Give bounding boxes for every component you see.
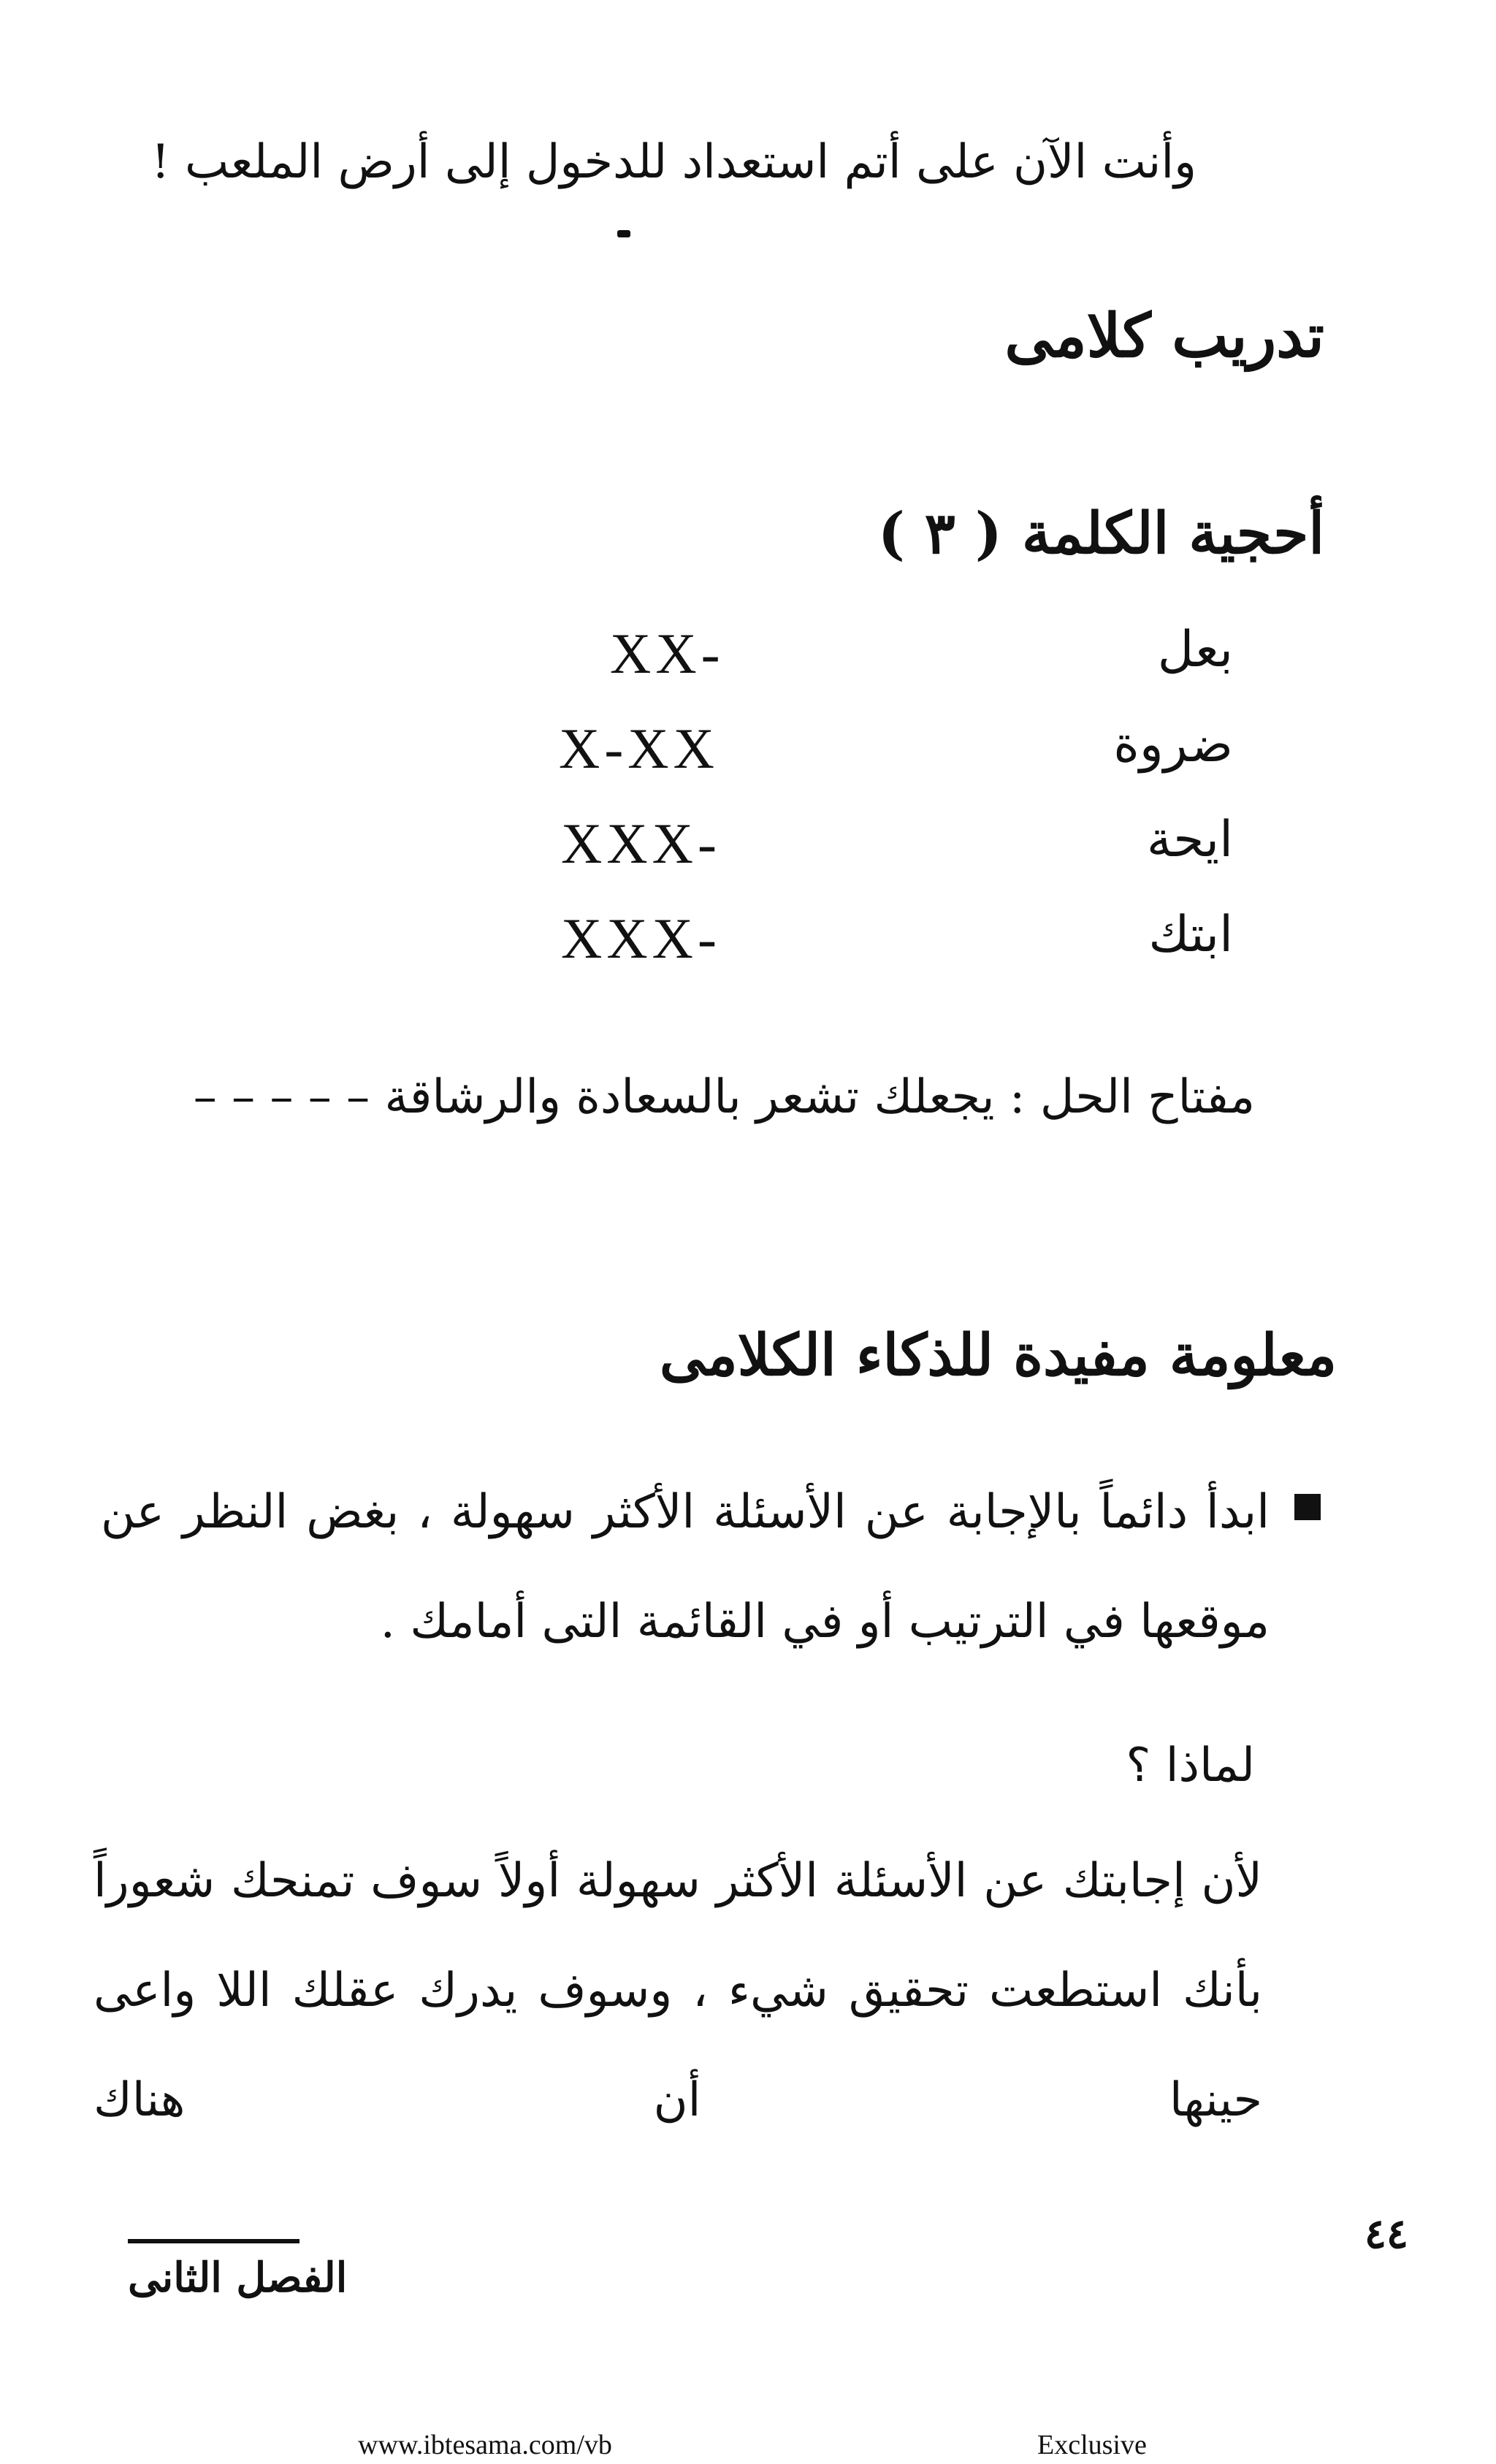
exclusive-watermark: Exclusive	[1037, 2430, 1147, 2460]
why-label: لماذا ؟	[1126, 1739, 1255, 1793]
chapter-label: الفصل الثانى	[128, 2254, 348, 2302]
info-title: معلومة مفيدة للذكاء الكلامى	[659, 1322, 1337, 1389]
bullet-text: ابدأ دائماً بالإجابة عن الأسئلة الأكثر سهولة ، بغض النظر عن موقعها في الترتيب أو في القائمة التى أمامك .	[101, 1485, 1270, 1649]
puzzle-word: بعل	[1157, 621, 1233, 679]
puzzle-pattern: XX-	[610, 622, 725, 685]
section-title: تدريب كلامى	[1004, 301, 1324, 371]
intro-line: وأنت الآن على أتم استعداد للدخول إلى أرض الملعب !	[150, 135, 1197, 189]
puzzle-word: ايحة	[1146, 811, 1233, 869]
puzzle-row	[0, 906, 1496, 993]
footer-rule	[128, 2239, 299, 2243]
website-watermark: www.ibtesama.com/vb	[358, 2430, 612, 2460]
ink-speck	[617, 230, 630, 237]
page-number: ٤٤	[1364, 2210, 1408, 2258]
puzzle-title: أحجية الكلمة ( ٣ )	[877, 500, 1324, 567]
puzzle-word: ابتك	[1148, 906, 1233, 964]
puzzle-pattern: XXX-	[561, 907, 721, 970]
body-paragraph: لأن إجابتك عن الأسئلة الأكثر سهولة أولاً سوف تمنحك شعوراً بأنك استطعت تحقيق شيء ، وسوف يدرك عقلك اللا واعى حينها أن هناك	[94, 1854, 1262, 2127]
puzzle-row	[0, 716, 1496, 804]
bullet-square-icon	[1294, 1494, 1321, 1520]
puzzle-pattern: X-XX	[559, 717, 719, 780]
puzzle-pattern: XXX-	[561, 812, 721, 875]
solution-key: مفتاح الحل : يجعلك تشعر بالسعادة والرشاقة – – – – –	[193, 1070, 1255, 1124]
puzzle-row	[0, 621, 1496, 709]
puzzle-word: ضروة	[1113, 716, 1233, 774]
puzzle-row	[0, 811, 1496, 899]
